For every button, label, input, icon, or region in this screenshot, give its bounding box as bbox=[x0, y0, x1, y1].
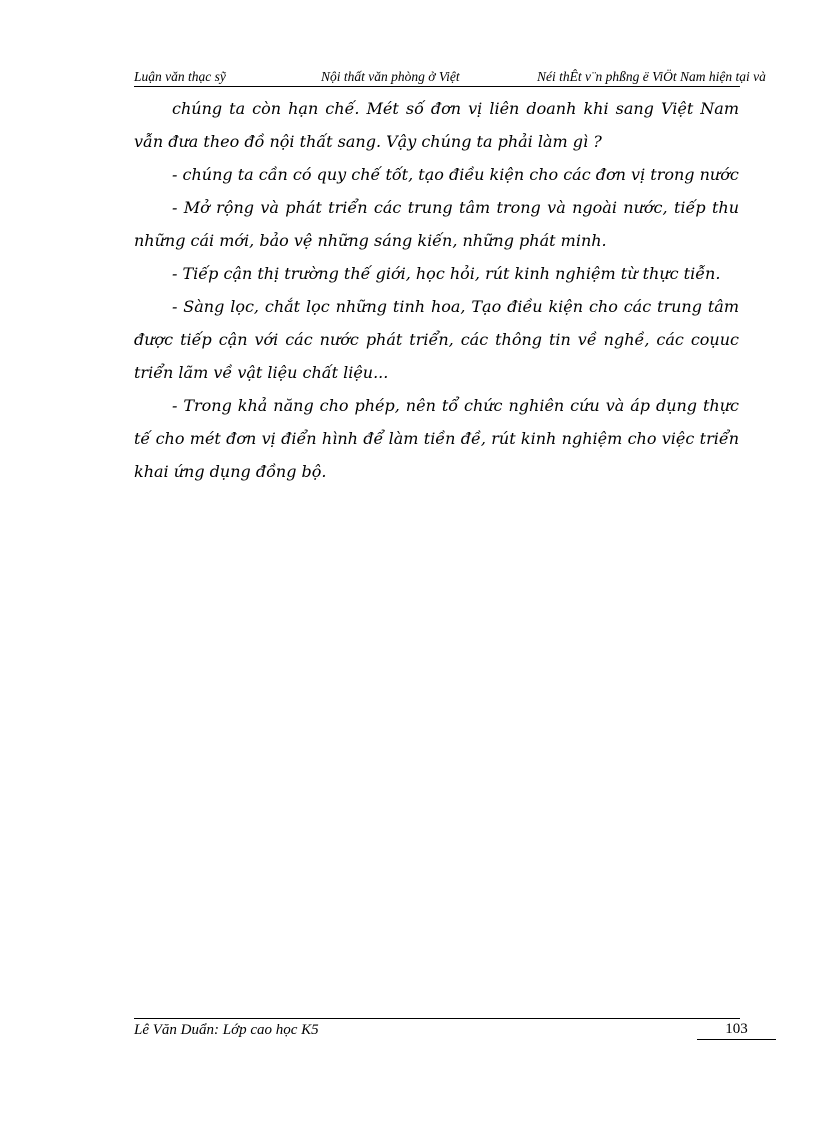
paragraph-intro: chúng ta còn hạn chế. Mét số đơn vị liên doanh khi sang Việt Nam vẫn đưa theo đồ nội thất sang. Vậy chúng ta phải làm gì ? bbox=[134, 99, 739, 151]
header-topic-label: Nội thất văn phòng ở Việt bbox=[321, 69, 460, 84]
page-number: 103 bbox=[697, 1019, 776, 1040]
body-text bbox=[134, 92, 739, 488]
header-divider bbox=[134, 86, 740, 87]
paragraph-bullet-world-market: - Tiếp cận thị trường thế giới, học hỏi, rút kinh nghiệm từ thực tiễn. bbox=[172, 264, 721, 283]
paragraph-bullet-filter-essence: - Sàng lọc, chắt lọc những tinh hoa, Tạo điều kiện cho các trung tâm được tiếp cận với các nước phát triển, các thông tin về nghề, các coụuc triển lãm về vật liệu chất liệu... bbox=[134, 297, 739, 382]
header-running-title: Néi thÊt v¨n phßng ë ViÖt Nam hiện tại và bbox=[537, 69, 766, 84]
paragraph-bullet-research: - Trong khả năng cho phép, nên tổ chức nghiên cứu và áp dụng thực tế cho mét đơn vị điển hình để làm tiền đề, rút kinh nghiệm cho việc triển khai ứng dụng đồng bộ. bbox=[134, 396, 739, 481]
footer-author: Lê Văn Duẩn: Lớp cao học K5 bbox=[134, 1022, 319, 1038]
paragraph-bullet-expand-centers: - Mở rộng và phát triển các trung tâm trong và ngoài nước, tiếp thu những cái mới, bảo vệ những sáng kiến, những phát minh. bbox=[134, 198, 739, 250]
paragraph-bullet-regulation: - chúng ta cần có quy chế tốt, tạo điều kiện cho các đơn vị trong nước bbox=[172, 165, 739, 184]
footer-divider bbox=[134, 1018, 740, 1019]
header-thesis-label: Luận văn thạc sỹ bbox=[134, 69, 226, 84]
